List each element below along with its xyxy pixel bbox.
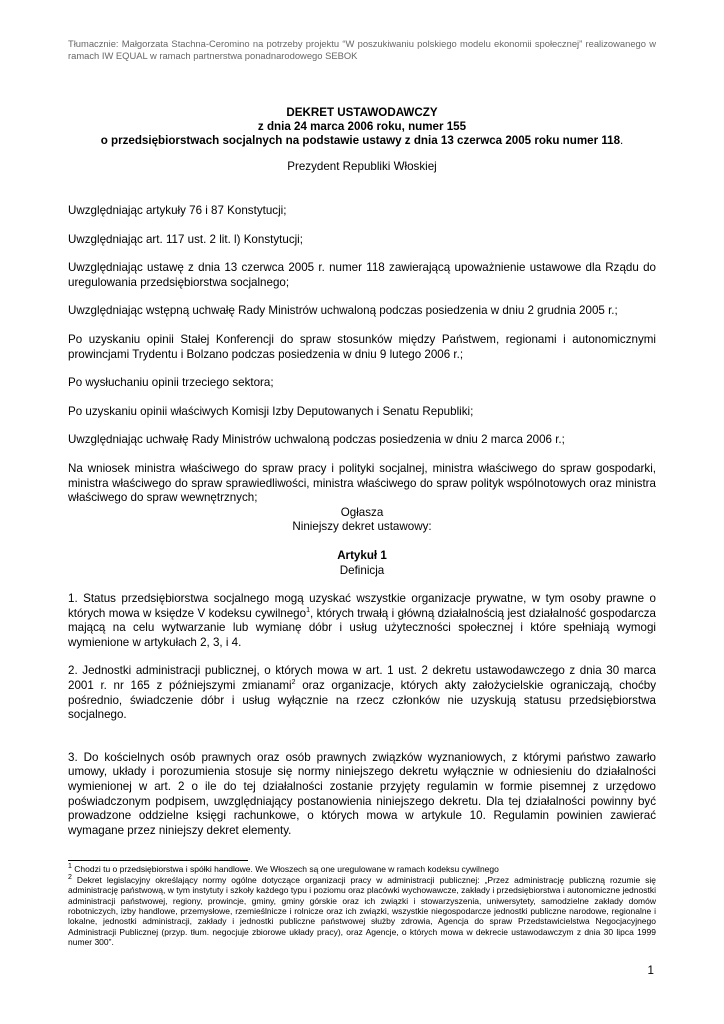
consideration-9: Na wniosek ministra właściwego do spraw pracy i polityki socjalnej, ministra właściwego do spraw gospodarki, ministra właściwego do spraw sprawiedliwości, ministra właściwego do spraw polityk wspólnotowych oraz ministra właściwego do spraw wewnętrznych;: [68, 461, 656, 505]
president-line: Prezydent Republiki Włoskiej: [287, 160, 437, 173]
article-paragraph-1-end: , których trwałą i główną działalnością jest działalność gospodarcza mającą na celu wytwarzanie lub wymianę dóbr i usług użyteczności społecznej i które spełniają wymogi wymienione w artykułach 2, 3, i 4.: [68, 606, 656, 649]
article-heading: Artykuł 1: [337, 548, 387, 562]
footnote-divider: [68, 860, 248, 861]
consideration-2: Uwzględniając art. 117 ust. 2 lit. l) Konstytucji;: [68, 232, 303, 246]
article-paragraph-3: 3. Do kościelnych osób prawnych oraz osób prawnych związków wyznaniowych, z którymi państwo zawarło umowy, układy i porozumienia stosuje się normy niniejszego dekretu wyłącznie w odniesieniu do działalności wymienionej w art. 2 o ile do tej działalności zostanie przyjęty regulamin w formie pisemnej z urzędowo poświadczonym podpisem, uwzględniający postanowienia niniejszego dekretu. Dla tej działalności powinny być prowadzone oddzielne księgi rachunkowe, o których mowa w artykule 10. Regulamin powinien zawierać wymagane przez niniejszy dekret elementy.: [68, 750, 656, 837]
article-subheading: Definicja: [339, 563, 385, 577]
consideration-8: Uwzględniając uchwałę Rady Ministrów uchwaloną podczas posiedzenia w dniu 2 marca 2006 r.;: [68, 433, 565, 447]
title-line-1: DEKRET USTAWODAWCZY: [286, 106, 438, 119]
translator-header-note: Tłumacznie: Małgorzata Stachna-Ceromino na potrzeby projektu “W poszukiwaniu polskiego modelu ekonomii społecznej” realizowanego w ramach IW EQUAL w ramach partnerstwa ponadnarodowego SEBOK: [68, 38, 656, 61]
footnote-ref-2[interactable]: 2: [291, 679, 296, 687]
article-paragraph-2-start: 2. Jednostki administracji publicznej, o których mowa w art. 1 ust. 2 dekretu ustawodawczego z dnia 30 marca 2001 r. nr 165 z późniejszymi zmianami: [68, 664, 656, 693]
decree-title: [68, 106, 656, 148]
consideration-7: Po uzyskaniu opinii właściwych Komisji Izby Deputowanych i Senatu Republiki;: [68, 404, 474, 418]
decree-intro: Niniejszy dekret ustawowy:: [292, 520, 432, 534]
footnote-ref-1[interactable]: 1: [306, 606, 310, 614]
footnote-1-marker: 1: [68, 863, 72, 871]
title-line-3-end: .: [620, 134, 624, 147]
article-paragraph-1: [68, 592, 656, 650]
article-paragraph-1-start: 1. Status przedsiębiorstwa socjalnego mogą uzyskać wszystkie organizacje prywatne, w tym osoby prawne o których mowa w księdze V kodeksu cywilnego: [68, 592, 656, 620]
proclaims-line: Ogłasza: [340, 505, 384, 519]
article-paragraph-2: [68, 664, 656, 722]
consideration-6: Po wysłuchaniu opinii trzeciego sektora;: [68, 376, 274, 390]
footnote-1-text: Chodzi tu o przedsiębiorstwa i spółki handlowe. We Włoszech są one uregulowane w ramach kodeksu cywilnego: [71, 864, 499, 875]
consideration-3: Uwzględniając ustawę z dnia 13 czerwca 2005 r. numer 118 zawierającą upoważnienie ustawowe dla Rządu do uregulowania przedsiębiorstwa socjalnego;: [68, 261, 656, 289]
title-line-3: [68, 134, 656, 148]
footnote-2: [68, 875, 656, 948]
document-page: [68, 38, 656, 948]
consideration-5: Po uzyskaniu opinii Stałej Konferencji do spraw stosunków między Państwem, regionami i autonomicznymi prowincjami Trydentu i Bolzano podczas posiedzenia w dniu 9 lutego 2006 r.;: [68, 332, 656, 361]
footnote-2-marker: 2: [68, 873, 72, 881]
title-line-2: z dnia 24 marca 2006 roku, numer 155: [257, 120, 467, 133]
consideration-4: Uwzględniając wstępną uchwałę Rady Ministrów uchwaloną podczas posiedzenia w dniu 2 grudnia 2005 r.;: [68, 304, 618, 318]
consideration-1: Uwzględniając artykuły 76 i 87 Konstytucji;: [68, 204, 287, 217]
footnote-2-text: Dekret legislacyjny określający normy ogólne dotyczące organizacji pracy w administracji publicznej: „Przez administrację publiczną rozumie się administrację państwową, w tym instytuty i szkoły każdego typu i poziomu oraz placówki wychowawcze, zakłady i przedsiębiorstwa i autonomiczne jednostki administracji państwowej, regiony, prowincje, gminy, gminy górskie oraz ich związki i stowarzyszenia, uniwersytety, samodzielne zakłady domów robotniczych, izby handlowe, przemysłowe, rzemieślnicze i rolnicze oraz ich związki, wszystkie niegospodarcze jednostki publiczne narodowe, regionalne i lokalne, jednostki administracji, zakłady i jednostki publiczne państwowej służby zdrowia, Agencja do spraw Przedstawicielstwa Negocjacyjnego Administracji Publicznej (przyp. tłum. negocjuje zbiorowe układy pracy), oraz Agencje, o których mowa w dekrecie ustawodawczym z dnia 30 lipca 1999 numer 300”.: [68, 874, 656, 948]
page-number: 1: [647, 964, 654, 977]
footnote-1: [68, 864, 656, 874]
article-paragraph-2-end: oraz organizacje, których akty założycielskie ograniczają, choćby pośrednio, świadczenie dóbr i usług wyłącznie na rzecz członków nie uzyskują statusu przedsiębiorstwa socjalnego.: [68, 679, 657, 722]
title-line-3-text: o przedsiębiorstwach socjalnych na podstawie ustawy z dnia 13 czerwca 2005 roku numer 118: [100, 134, 621, 147]
